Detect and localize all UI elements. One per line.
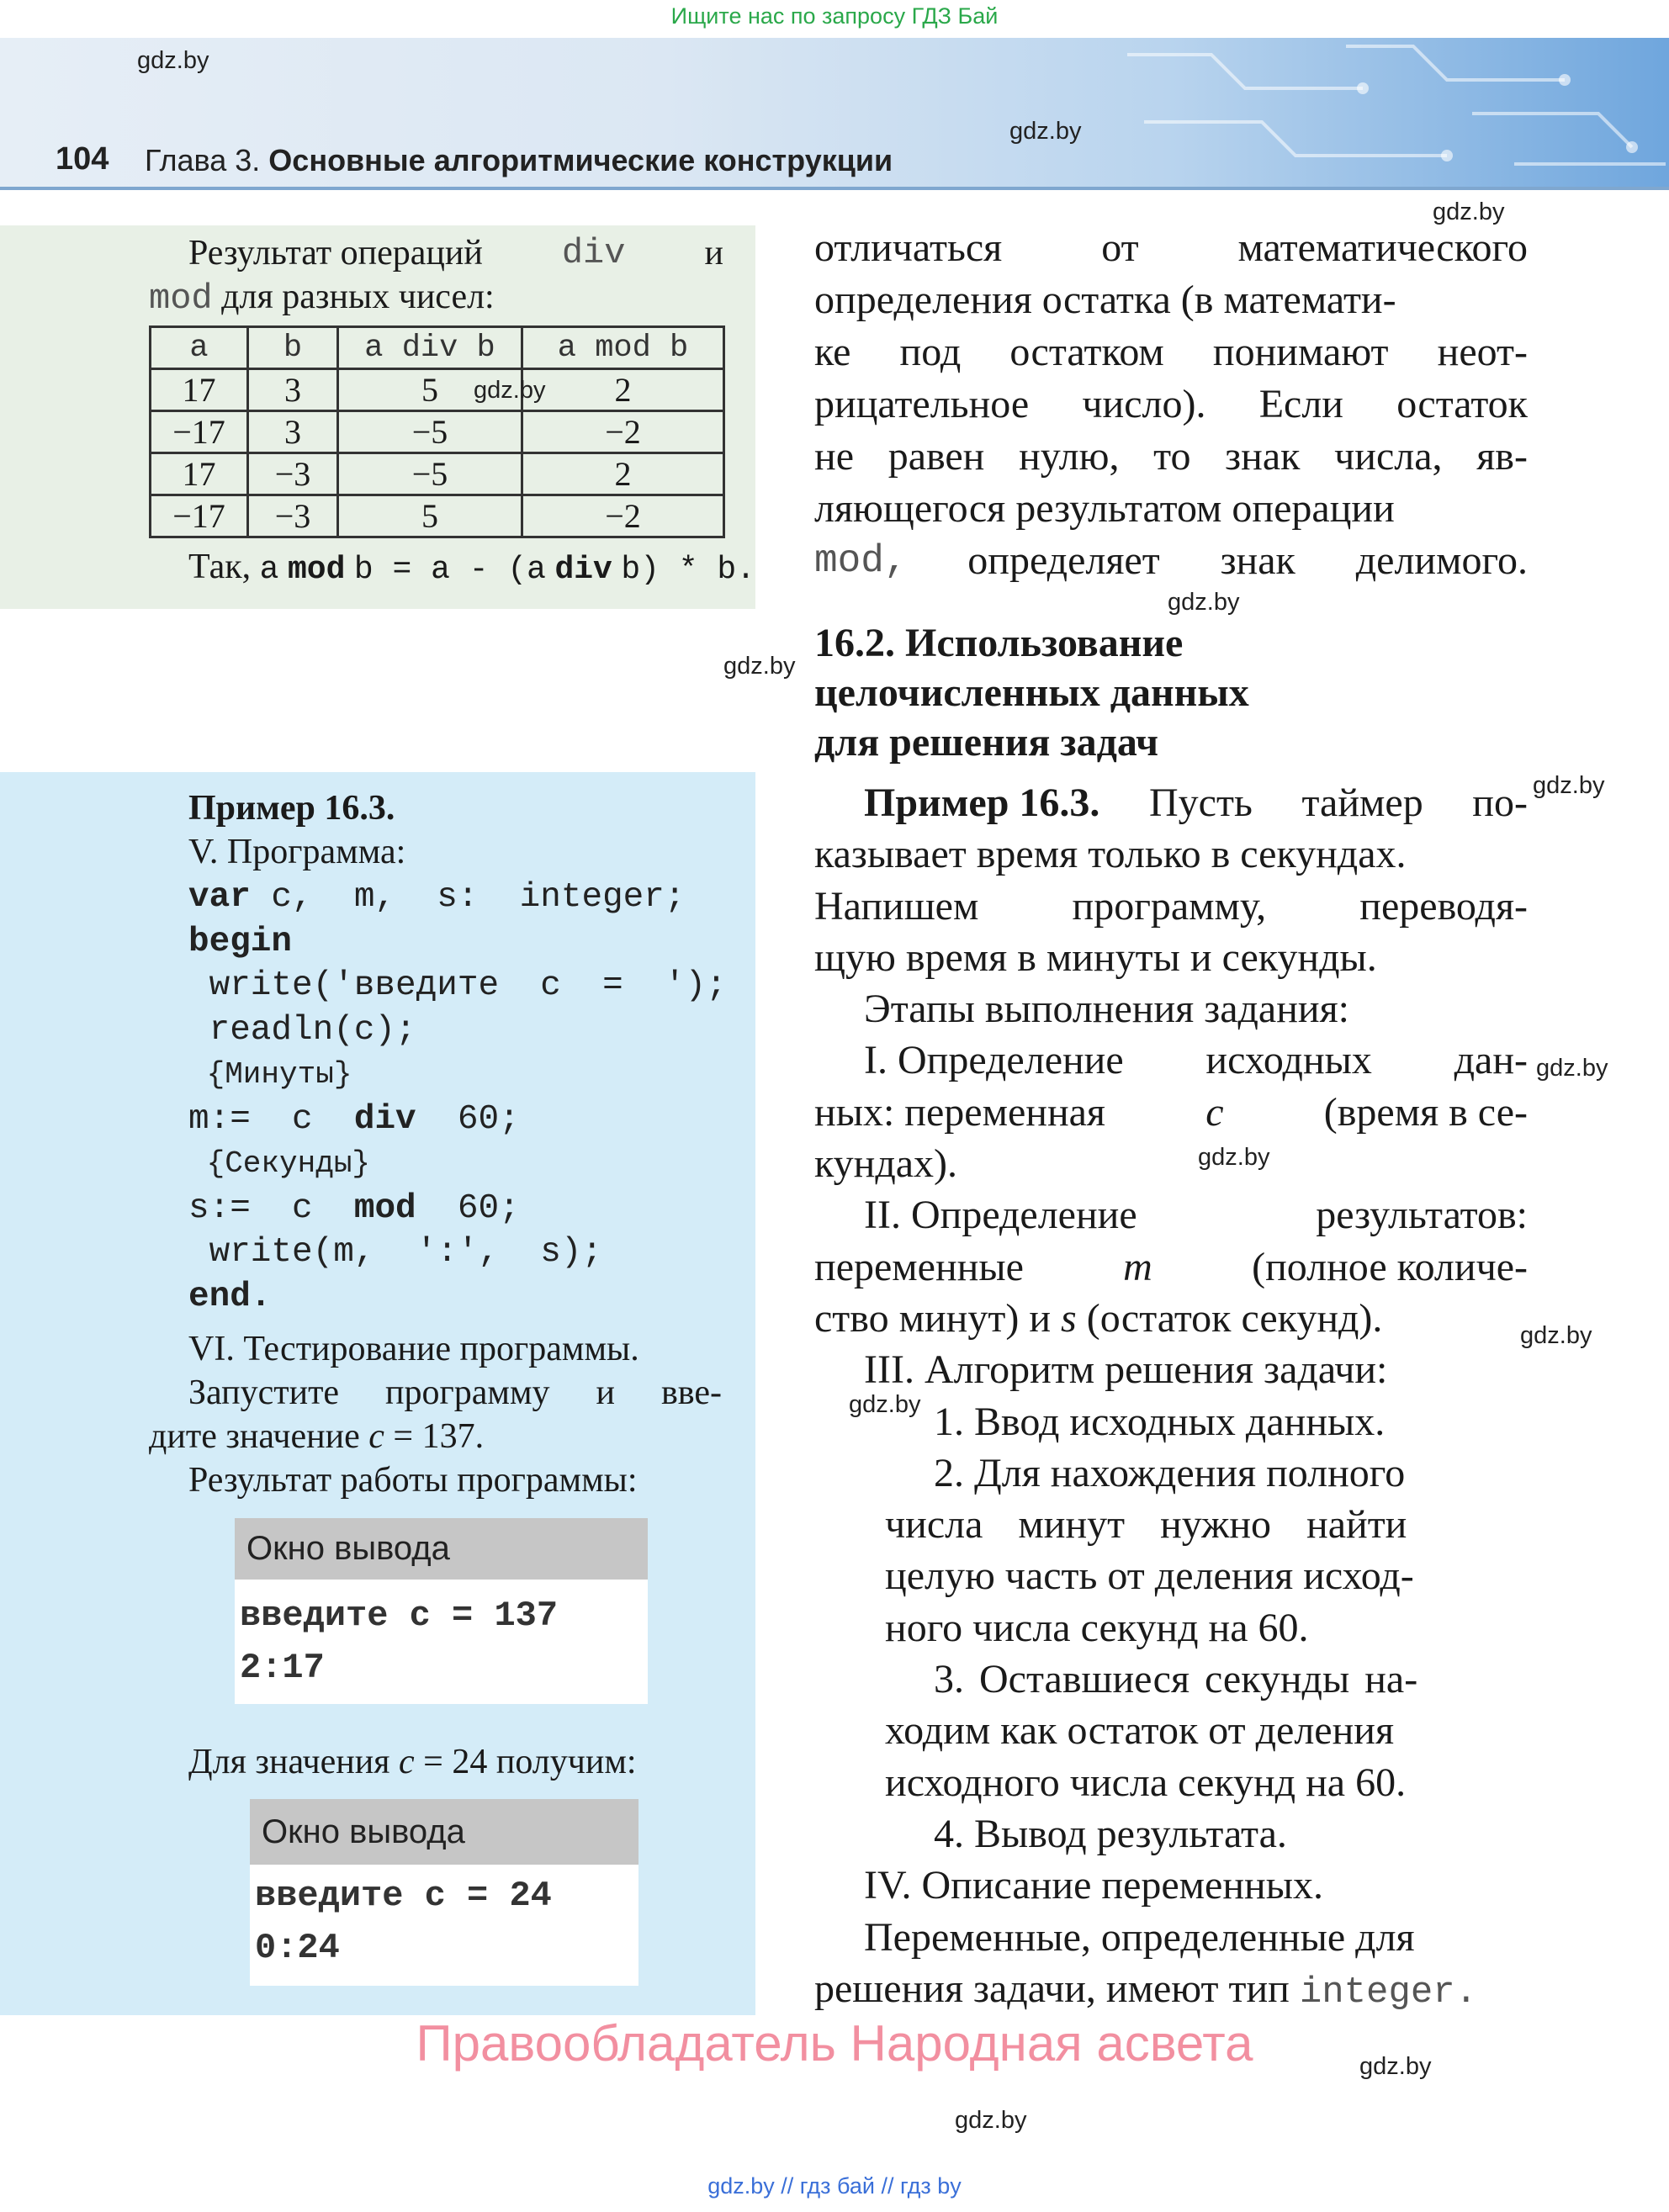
green-intro-line2 xyxy=(149,271,495,325)
text: = 137. xyxy=(393,1417,485,1456)
text: дите значение xyxy=(149,1417,360,1456)
text: переменные xyxy=(814,1244,1024,1289)
word: Если xyxy=(1258,382,1343,426)
example-description xyxy=(814,777,1528,2019)
code-comment: {Минуты} xyxy=(188,1057,352,1092)
text-line xyxy=(814,1396,1528,1447)
chapter-title xyxy=(145,143,893,178)
mod-explanation-paragraph xyxy=(814,222,1528,587)
page-number: 104 xyxy=(56,141,109,177)
code-mod: mod xyxy=(149,278,213,319)
text: Результат операций xyxy=(188,234,483,273)
table-cell: 17 xyxy=(151,369,248,411)
code-keyword: mod xyxy=(287,552,346,588)
table-header-cell: a xyxy=(151,327,248,369)
variable: c xyxy=(1205,1089,1224,1135)
text: Этапы выполнения задания: xyxy=(864,987,1350,1032)
text-line xyxy=(814,1189,1528,1241)
example-title: Пример 16.3. xyxy=(188,789,395,828)
output-window-body xyxy=(250,1865,638,1974)
word: Запустите xyxy=(188,1373,340,1412)
text-line: 3. Оставшиеся секунды на- xyxy=(934,1657,1418,1702)
text: 1. Ввод исходных данных. xyxy=(934,1399,1386,1444)
word: отличаться xyxy=(814,225,1003,270)
table-cell: 17 xyxy=(151,453,248,495)
text: и xyxy=(704,234,723,273)
output-line: введите c = 24 xyxy=(255,1876,552,1916)
text-line xyxy=(814,1241,1528,1293)
word: понимают xyxy=(1212,330,1389,374)
table-header-cell: a mod b xyxy=(522,327,724,369)
variable: c xyxy=(399,1743,415,1781)
heading-line: для решения задач xyxy=(814,720,1159,765)
text-line xyxy=(814,431,1528,483)
watermark: gdz.by xyxy=(1168,589,1240,616)
table-cell: 3 xyxy=(248,369,338,411)
text-line xyxy=(814,777,1528,828)
text-line xyxy=(814,1035,1528,1086)
text-line xyxy=(814,1293,1528,1344)
text: (остаток секунд). xyxy=(1086,1295,1383,1341)
word: и xyxy=(596,1373,615,1412)
text-line xyxy=(814,1912,1528,1963)
word: не xyxy=(814,434,854,479)
watermark: gdz.by xyxy=(1009,118,1082,145)
code-keyword: div xyxy=(554,552,612,588)
code-keyword: var xyxy=(188,878,251,917)
word: математического xyxy=(1237,225,1528,270)
watermark: gdz.by xyxy=(955,2107,1027,2134)
text-line xyxy=(814,326,1528,378)
code: b = a - (a xyxy=(353,552,546,588)
text: 4. Вывод результата. xyxy=(934,1811,1287,1856)
word: программу, xyxy=(1072,883,1267,929)
top-search-banner: Ищите нас по запросу ГДЗ Бай xyxy=(670,3,999,29)
word: остаток xyxy=(1396,382,1528,426)
text-line xyxy=(814,932,1528,983)
code-type: integer. xyxy=(1299,1971,1478,2014)
table-row xyxy=(151,411,724,453)
table-cell: −5 xyxy=(338,411,522,453)
word: программу xyxy=(385,1373,550,1412)
output-window-title: Окно вывода xyxy=(250,1799,638,1865)
table-cell: −3 xyxy=(248,453,338,495)
code-text: 60; xyxy=(416,1099,520,1139)
text-line xyxy=(814,1808,1528,1860)
code-text: write('введите c = '); xyxy=(188,966,727,1005)
code-keyword: begin xyxy=(188,922,293,961)
table-row xyxy=(151,453,724,495)
code: b) * b. xyxy=(621,552,755,588)
word: исходных xyxy=(1205,1038,1372,1083)
watermark: gdz.by xyxy=(1536,1055,1608,1082)
word: остатком xyxy=(1009,330,1164,374)
text: для разных чисел: xyxy=(221,278,495,316)
word: по- xyxy=(1472,781,1528,825)
text-line xyxy=(814,274,1528,326)
code-text: m:= c xyxy=(188,1099,354,1139)
table-cell: −17 xyxy=(151,495,248,537)
word: рицательное xyxy=(814,382,1030,426)
text: казывает время только в секундах. xyxy=(814,832,1407,877)
watermark: gdz.by xyxy=(474,377,546,404)
text: ство минут) и xyxy=(814,1295,1052,1341)
text-line: числа минут нужно найти xyxy=(885,1502,1407,1548)
text-line xyxy=(814,1860,1528,1911)
word: делимого. xyxy=(1355,538,1528,583)
code-text: readln(c); xyxy=(188,1010,416,1050)
table-cell: −3 xyxy=(248,495,338,537)
code-text: 60; xyxy=(416,1188,520,1228)
text: = 24 получим: xyxy=(423,1743,637,1781)
text-line xyxy=(814,1344,1528,1395)
text: (время в се- xyxy=(1323,1089,1528,1135)
text: Для значения xyxy=(188,1743,390,1781)
chapter-name: Основные алгоритмические конструкции xyxy=(268,143,893,177)
word: определения остатка (в математи- xyxy=(814,278,1396,322)
word: переводя- xyxy=(1359,883,1528,929)
code-div: div xyxy=(561,233,626,273)
output-line: 0:24 xyxy=(255,1928,340,1968)
variable: c xyxy=(368,1417,384,1456)
text-line xyxy=(814,881,1528,932)
word: Пусть xyxy=(1149,781,1253,825)
text-line xyxy=(814,1963,1528,2019)
text: решения задачи, имеют тип xyxy=(814,1966,1290,2011)
word: I. Определение xyxy=(864,1038,1124,1083)
code-mod: mod, xyxy=(814,539,908,583)
word: таймер xyxy=(1301,781,1423,825)
text-line xyxy=(814,222,1528,274)
word: число). xyxy=(1082,382,1206,426)
watermark: gdz.by xyxy=(1533,772,1605,799)
table-cell: −17 xyxy=(151,411,248,453)
text-line xyxy=(814,378,1528,431)
table-cell: −2 xyxy=(522,411,724,453)
table-header-cell: b xyxy=(248,327,338,369)
output-line: введите c = 137 xyxy=(240,1595,559,1636)
word: под xyxy=(899,330,962,374)
chapter-prefix: Глава 3. xyxy=(145,143,261,177)
algorithm-step-3 xyxy=(814,1654,1528,1808)
table-cell: 5 xyxy=(338,369,522,411)
table-row xyxy=(151,495,724,537)
code-keyword: end. xyxy=(188,1277,272,1316)
watermark: gdz.by xyxy=(1359,2053,1432,2080)
for-value-line xyxy=(188,1736,637,1788)
word: Напишем xyxy=(814,883,979,929)
watermark: gdz.by xyxy=(1198,1144,1270,1171)
div-mod-table xyxy=(149,325,725,538)
text: (полное количе- xyxy=(1252,1244,1528,1289)
word: равен xyxy=(887,434,985,479)
text-line xyxy=(814,983,1528,1035)
bottom-links[interactable]: gdz.by // гдз бай // гдз by xyxy=(707,2173,962,2199)
circuit-decoration-icon xyxy=(1094,38,1669,189)
table-row xyxy=(151,369,724,411)
testing-title: VI. Тестирование программы. xyxy=(188,1330,639,1368)
word: знак xyxy=(1220,538,1295,583)
word: от xyxy=(1101,225,1139,270)
word: неот- xyxy=(1437,330,1528,374)
word: вве- xyxy=(660,1373,722,1412)
output-line: 2:17 xyxy=(240,1648,325,1688)
text-line xyxy=(814,535,1528,587)
word: яв- xyxy=(1476,434,1528,479)
text: Переменные, определенные для xyxy=(864,1914,1415,1960)
table-cell: 3 xyxy=(248,411,338,453)
output-window-2 xyxy=(250,1799,638,1986)
text-line: 2. Для нахождения полного xyxy=(934,1450,1406,1495)
code-text: write(m, ':', s); xyxy=(188,1233,603,1272)
result-label: Результат работы программы: xyxy=(188,1461,638,1500)
text-line xyxy=(814,828,1528,880)
variable: s xyxy=(1061,1295,1077,1341)
heading-line: целочисленных данных xyxy=(814,670,1249,715)
word: числа, xyxy=(1334,434,1443,479)
formula-line xyxy=(188,541,755,596)
program-label: V. Программа: xyxy=(188,833,406,871)
code: a xyxy=(259,552,279,588)
word: II. Определение xyxy=(864,1193,1137,1238)
section-heading xyxy=(814,618,1249,767)
text-line xyxy=(814,1138,1528,1189)
table-cell: −5 xyxy=(338,453,522,495)
heading-line: 16.2. Использование xyxy=(814,621,1184,665)
text-line: целую часть от деления исход- xyxy=(885,1553,1414,1599)
watermark: gdz.by xyxy=(849,1391,921,1418)
word: результатов: xyxy=(1316,1193,1528,1238)
table-header-cell: a div b xyxy=(338,327,522,369)
watermark: gdz.by xyxy=(723,653,796,680)
table-cell: 2 xyxy=(522,453,724,495)
text-line xyxy=(814,483,1528,535)
watermark: gdz.by xyxy=(137,47,209,74)
word: нулю, xyxy=(1019,434,1120,479)
text: щую время в минуты и секунды. xyxy=(814,934,1377,980)
word: то xyxy=(1153,434,1191,479)
header-rule xyxy=(0,187,1669,190)
algorithm-step-2 xyxy=(814,1447,1528,1654)
word: знак xyxy=(1225,434,1301,479)
text: IV. Описание переменных. xyxy=(864,1863,1323,1908)
code-keyword: mod xyxy=(353,1188,416,1228)
text: III. Алгоритм решения задачи: xyxy=(864,1347,1388,1393)
text-line: ного числа секунд на 60. xyxy=(885,1605,1309,1650)
word: дан- xyxy=(1454,1038,1528,1083)
text: кундах). xyxy=(814,1141,958,1187)
table-cell: 2 xyxy=(522,369,724,411)
variable: m xyxy=(1123,1244,1152,1289)
word: ке xyxy=(814,330,851,374)
text-line: исходного числа секунд на 60. xyxy=(885,1760,1407,1805)
program-code xyxy=(188,876,727,1319)
code-comment: {Секунды} xyxy=(188,1146,371,1181)
word: ляющегося результатом операции xyxy=(814,486,1395,531)
table-cell: 5 xyxy=(338,495,522,537)
watermark: gdz.by xyxy=(1433,198,1505,225)
text: Так, xyxy=(188,548,252,586)
table-header-row xyxy=(151,327,724,369)
example-ref: Пример 16.3. xyxy=(864,781,1100,825)
table-cell: −2 xyxy=(522,495,724,537)
text-line xyxy=(814,1087,1528,1138)
code-text: c, m, s: integer; xyxy=(250,878,686,917)
output-window-1 xyxy=(235,1518,648,1704)
code-keyword: div xyxy=(353,1099,416,1139)
copyright-owner: Правообладатель Народная асвета xyxy=(416,2015,1253,2072)
text: ных: переменная xyxy=(814,1089,1106,1135)
text-line: ходим как остаток от деления xyxy=(885,1708,1395,1754)
code-text: s:= c xyxy=(188,1188,354,1228)
watermark: gdz.by xyxy=(1520,1322,1592,1349)
output-window-body xyxy=(235,1580,648,1694)
word: определяет xyxy=(967,538,1160,583)
output-window-title: Окно вывода xyxy=(235,1518,648,1580)
